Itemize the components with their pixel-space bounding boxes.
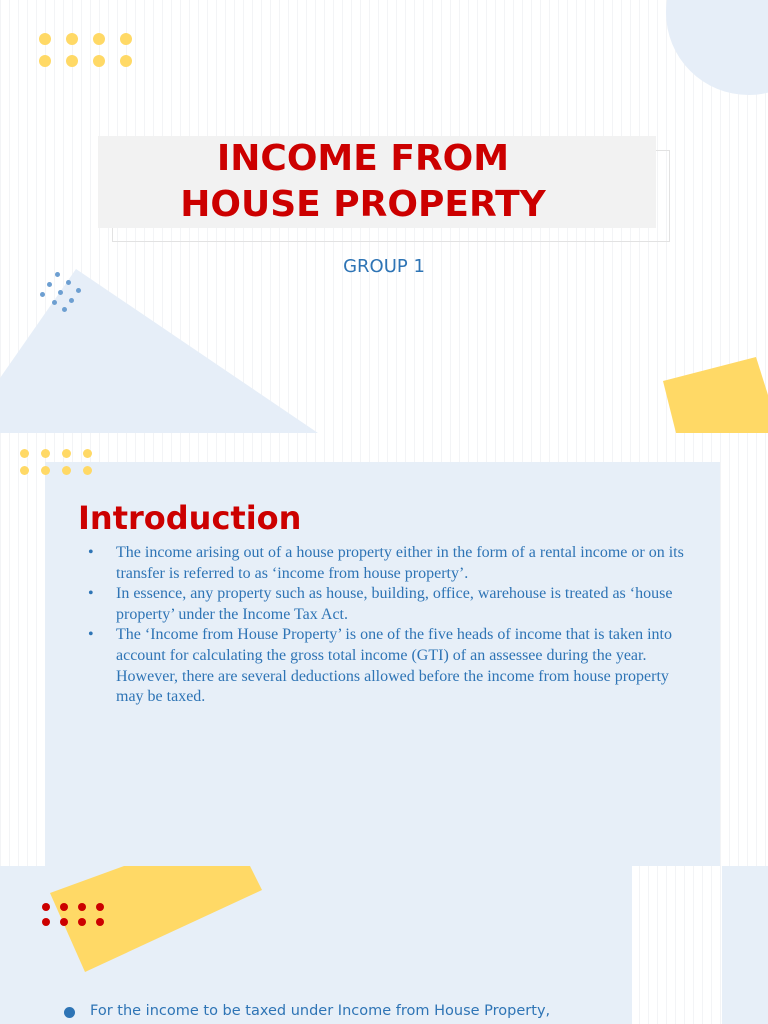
list-item: • The income arising out of a house property either in the form of a rental income or on its transfer is referred to as ‘income from house property’. <box>88 543 684 584</box>
slide-title <box>0 0 768 433</box>
slide-title-text: INCOME FROM HOUSE PROPERTY <box>180 138 546 225</box>
list-item: • The ‘Income from House Property’ is one of the five heads of income that is taken into account for calculating the gross total income (GTI) of an assessee during the year. However, there are several deductions allowed before the income from house property may be taxed. <box>88 625 684 707</box>
red-dot-grid-decoration <box>42 903 104 926</box>
slide-subtitle: GROUP 1 <box>343 256 425 277</box>
slide-introduction <box>0 433 768 866</box>
bullet-text: For the income to be taxed under Income from House Property, <box>90 1003 551 1019</box>
yellow-dot-grid-decoration <box>20 449 92 475</box>
section-heading: Introduction <box>78 499 302 537</box>
slide-continuation <box>0 866 768 1024</box>
bullet-list <box>88 543 684 708</box>
bullet-dot-icon <box>64 1007 75 1018</box>
list-item: • In essence, any property such as house, building, office, warehouse is treated as ‘house property’ under the Income Tax Act. <box>88 584 684 625</box>
yellow-quad-decoration <box>0 866 768 1024</box>
